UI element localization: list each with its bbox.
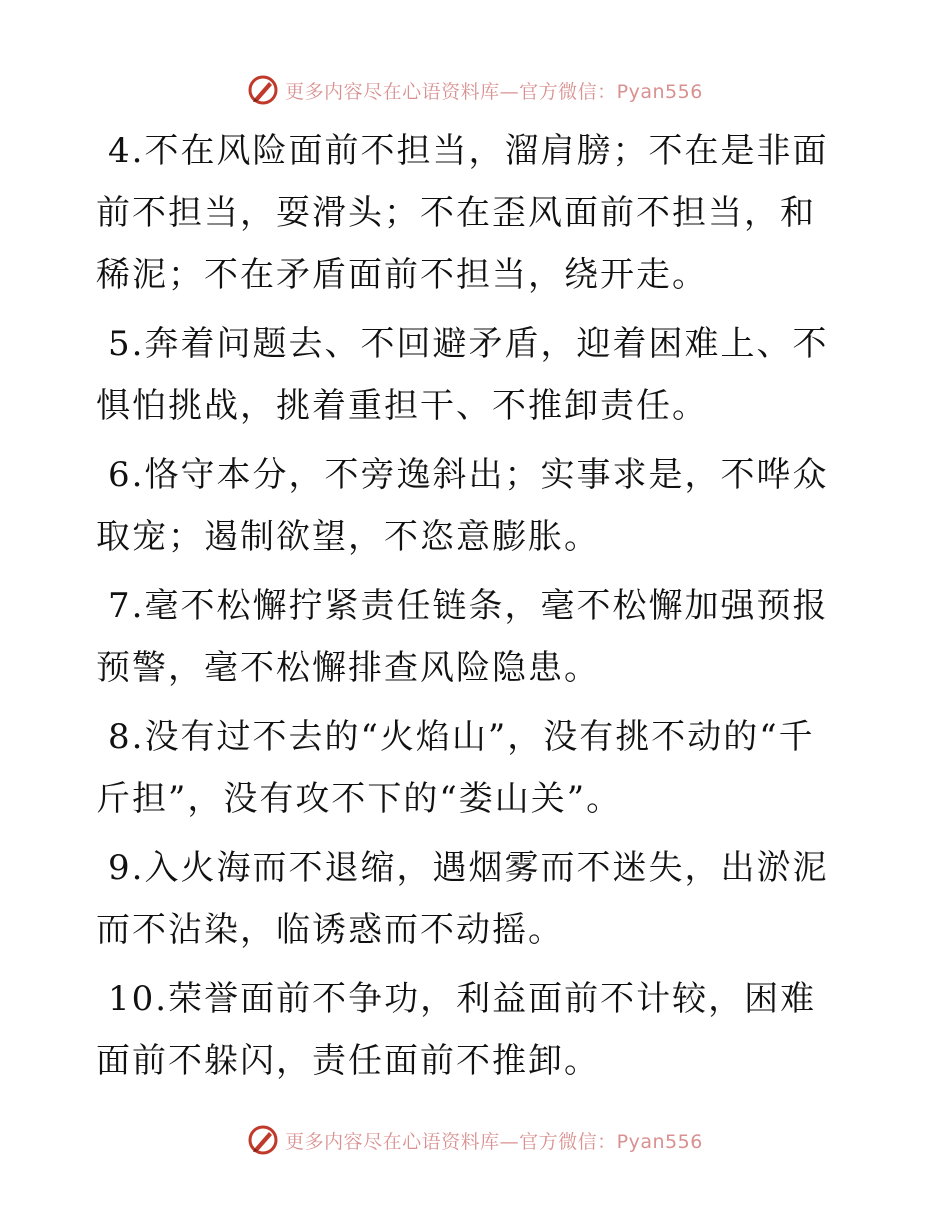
list-item: 8.没有过不去的“火焰山”，没有挑不动的“千斤担”，没有攻不下的“娄山关”。: [96, 717, 815, 819]
list-item: 10.荣誉面前不争功，利益面前不计较，困难面前不躲闪，责任面前不推卸。: [96, 979, 817, 1081]
list-item: 9.入火海而不退缩，遇烟雾而不迷失，出淤泥而不沾染，临诱惑而不动摇。: [96, 848, 829, 950]
footer-banner-text: 更多内容尽在心语资料库—官方微信：Pyan556: [285, 1130, 703, 1153]
list-item: 5.奔着问题去、不回避矛盾，迎着困难上、不惧怕挑战，挑着重担干、不推卸责任。: [96, 324, 829, 426]
pen-in-circle-logo-icon: [247, 1124, 279, 1156]
header-banner: [0, 70, 950, 110]
list-item: 4.不在风险面前不担当，溜肩膀；不在是非面前不担当，耍滑头；不在歪风面前不担当，和稀泥；不在矛盾面前不担当，绕开走。: [96, 131, 829, 295]
list-item: 7.毫不松懈拧紧责任链条，毫不松懈加强预报预警，毫不松懈排查风险隐患。: [96, 586, 829, 688]
header-banner-text: 更多内容尽在心语资料库—官方微信：Pyan556: [285, 80, 703, 103]
list-item: 6.恪守本分，不旁逸斜出；实事求是，不哗众取宠；遏制欲望，不恣意膨胀。: [96, 455, 829, 557]
pen-in-circle-logo-icon: [247, 74, 279, 106]
document-body: [96, 120, 846, 1099]
footer-banner: [0, 1120, 950, 1160]
